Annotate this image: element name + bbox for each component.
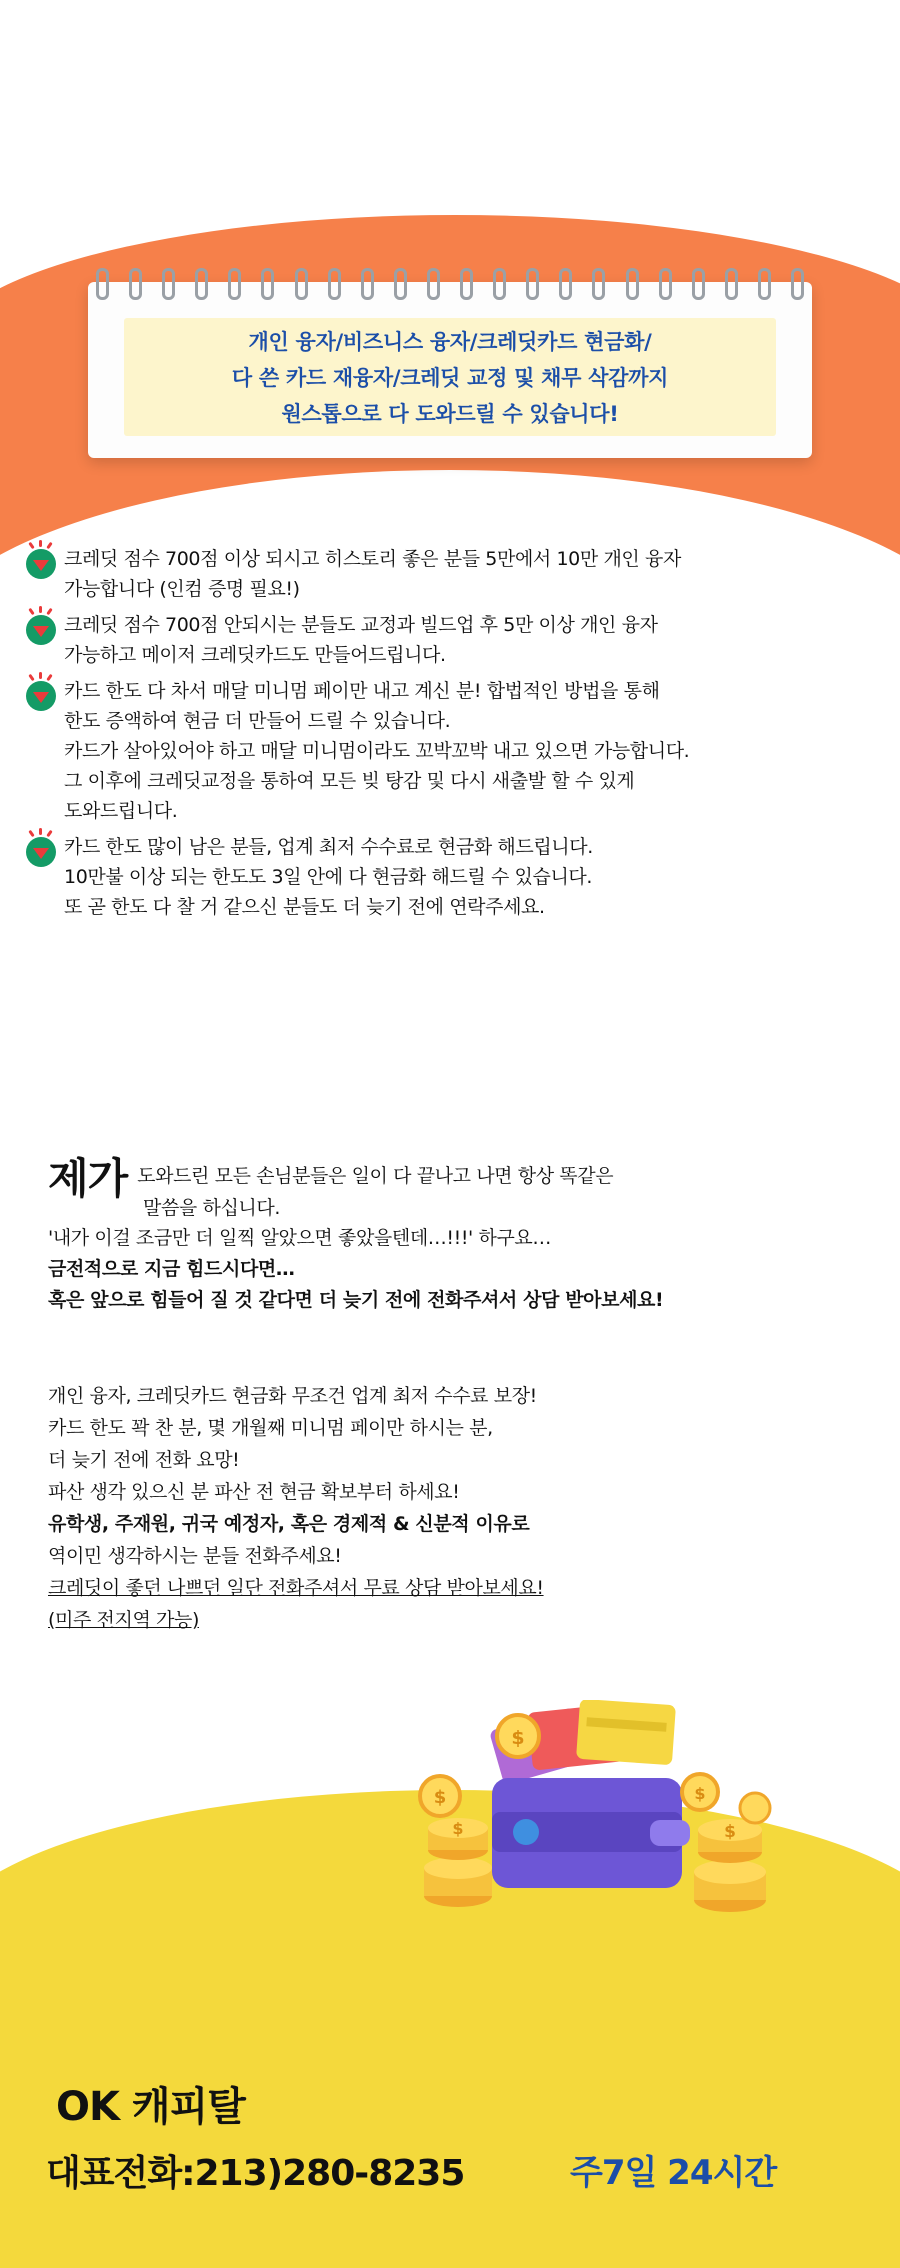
benefit-list [18,540,882,924]
list-line: 크레딧 점수 700점 이상 되시고 히스토리 좋은 분들 5만에서 10만 개인 융자 [64,548,681,570]
bullet-circle [26,615,56,645]
list-line: 카드 한도 다 차서 매달 미니멈 페이만 내고 계신 분! 합법적인 방법을 통해 [64,680,660,702]
coin-icon [682,1774,718,1810]
list-line: 카드 한도 많이 남은 분들, 업계 최저 수수료로 현금화 해드립니다. [64,836,593,858]
summary-line: 역이민 생각하시는 분들 전화주세요! [48,1545,342,1567]
spiral-ring-icon [493,268,506,300]
spiral-ring-icon [195,268,208,300]
spiral-ring-icon [526,268,539,300]
svg-text:$: $ [694,1784,706,1803]
spiral-ring-icon [692,268,705,300]
summary-line: 더 늦기 전에 전화 요망! [48,1449,240,1471]
spiral-ring-icon [460,268,473,300]
spiral-ring-icon [592,268,605,300]
spark-icon [28,608,34,615]
testimonial-line-1: 도와드린 모든 손님분들은 일이 다 끝나고 나면 항상 똑같은 [137,1165,614,1187]
services-summary-block [48,1380,868,1636]
spiral-ring-icon [129,268,142,300]
spark-icon [39,828,42,835]
bullet-circle [26,549,56,579]
notepad-spiral-binding [96,268,804,302]
spiral-ring-icon [328,268,341,300]
summary-line: 유학생, 주재원, 귀국 예정자, 혹은 경제적 & 신분적 이유로 [48,1513,530,1535]
list-line: 카드가 살아있어야 하고 매달 미니멈이라도 꼬박꼬박 내고 있으면 가능합니다. [64,740,690,762]
summary-line: (미주 전지역 가능) [48,1609,199,1631]
testimonial-block [48,1155,868,1316]
spark-icon [39,540,42,547]
spiral-ring-icon [725,268,738,300]
notepad-line-3: 원스톱으로 다 도와드릴 수 있습니다! [281,402,619,426]
svg-text:$: $ [452,1819,464,1838]
spark-icon [28,674,34,681]
triangle-glyph [33,692,49,703]
list-item [18,540,882,604]
spiral-ring-icon [261,268,274,300]
spiral-ring-icon [626,268,639,300]
coin-icon [740,1793,770,1823]
spiral-ring-icon [758,268,771,300]
list-line: 그 이후에 크레딧교정을 통하여 모든 빚 탕감 및 다시 새출발 할 수 있게 [64,770,635,792]
red-triangle-bullet-icon [18,542,64,584]
spiral-ring-icon [228,268,241,300]
spiral-ring-icon [559,268,572,300]
coin-icon [497,1715,539,1757]
spiral-ring-icon [96,268,109,300]
testimonial-line-2: 말씀을 하십니다. [143,1197,280,1219]
triangle-glyph [33,560,49,571]
list-line: 크레딧 점수 700점 안되시는 분들도 교정과 빌드업 후 5만 이상 개인 융자 [64,614,658,636]
coin-stack-icon [424,1818,492,1907]
list-line: 가능합니다 (인컴 증명 필요!) [64,578,300,600]
notepad-message-box [124,318,776,436]
spark-icon [46,830,52,837]
business-hours: 주7일 24시간 [570,2153,777,2193]
coin-icon [420,1776,460,1816]
spiral-ring-icon [791,268,804,300]
notepad-line-2: 다 쓴 카드 재융자/크레딧 교정 및 채무 삭감까지 [231,366,669,390]
list-item-text [64,540,882,604]
spiral-ring-icon [659,268,672,300]
triangle-glyph [33,848,49,859]
list-item [18,672,882,826]
red-triangle-bullet-icon [18,608,64,650]
red-triangle-bullet-icon [18,830,64,872]
wallet-icon [492,1778,690,1888]
list-line: 도와드립니다. [64,800,178,822]
coin-stack-icon [694,1819,766,1912]
bullet-circle [26,837,56,867]
spiral-ring-icon [394,268,407,300]
list-line: 10만불 이상 되는 한도도 3일 안에 다 현금화 해드릴 수 있습니다. [64,866,592,888]
testimonial-line-5: 혹은 앞으로 힘들어 질 것 같다면 더 늦기 전에 전화주셔서 상담 받아보세요! [48,1289,664,1311]
testimonial-line-3: '내가 이걸 조금만 더 일찍 알았으면 좋았을텐데…!!!' 하구요… [48,1227,551,1249]
spark-icon [46,542,52,549]
summary-line: 크레딧이 좋던 나쁘던 일단 전화주셔서 무료 상담 받아보세요! [48,1577,544,1599]
svg-text:$: $ [724,1822,736,1842]
spiral-ring-icon [361,268,374,300]
list-item [18,606,882,670]
list-item-text [64,828,882,922]
list-item-text [64,606,882,670]
wallet-and-cards-illustration [400,1700,870,1960]
summary-line: 파산 생각 있으신 분 파산 전 현금 확보부터 하세요! [48,1481,460,1503]
spiral-ring-icon [295,268,308,300]
spiral-ring-icon [162,268,175,300]
spark-icon [46,674,52,681]
spark-icon [39,672,42,679]
summary-line: 개인 융자, 크레딧카드 현금화 무조건 업계 최저 수수료 보장! [48,1385,537,1407]
list-item-text [64,672,882,826]
phone-number[interactable]: 대표전화:213)280-8235 [46,2153,465,2194]
spark-icon [39,606,42,613]
company-name: OK 캐피탈 [56,2084,245,2130]
list-item [18,828,882,922]
svg-text:$: $ [511,1727,525,1749]
notepad-line-1: 개인 융자/비즈니스 융자/크레딧카드 현금화/ [248,330,652,354]
list-line: 한도 증액하여 현금 더 만들어 드릴 수 있습니다. [64,710,451,732]
svg-text:$: $ [433,1787,447,1808]
summary-line: 카드 한도 꽉 찬 분, 몇 개월째 미니멈 페이만 하시는 분, [48,1417,493,1439]
list-line: 또 곧 한도 다 찰 거 같으신 분들도 더 늦기 전에 연락주세요. [64,896,545,918]
list-line: 가능하고 메이저 크레딧카드도 만들어드립니다. [64,644,446,666]
red-triangle-bullet-icon [18,674,64,716]
triangle-glyph [33,626,49,637]
bullet-circle [26,681,56,711]
testimonial-emphasis-word: 제가 [48,1154,128,1203]
spark-icon [46,608,52,615]
spark-icon [28,830,34,837]
spiral-ring-icon [427,268,440,300]
illustration-svg [400,1700,870,1960]
spark-icon [28,542,34,549]
testimonial-line-4: 금전적으로 지금 힘드시다면… [48,1258,295,1280]
